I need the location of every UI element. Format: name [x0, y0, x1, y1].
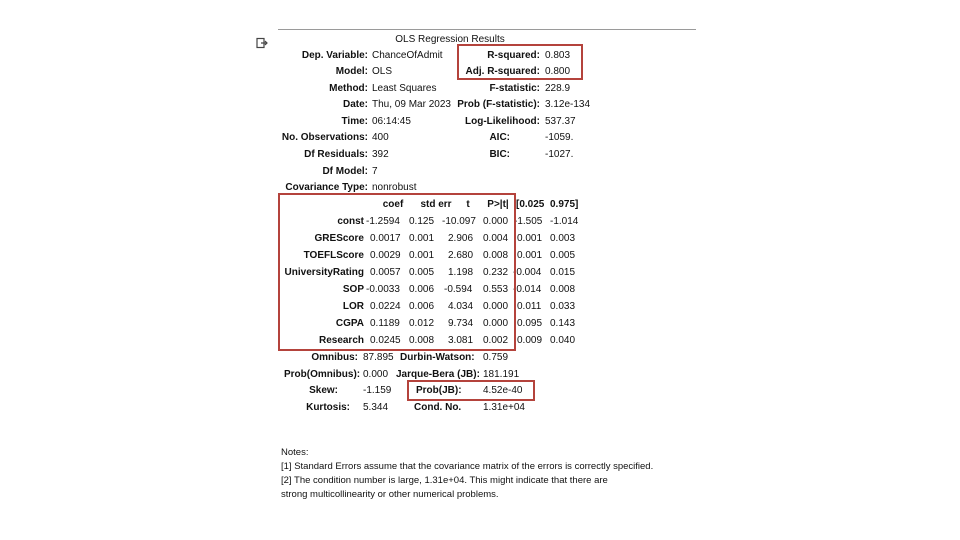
results-title: OLS Regression Results: [395, 34, 505, 45]
cell-t: 2.906: [448, 233, 474, 244]
cell-coef: 0.0057: [370, 267, 401, 278]
cell-coef: 0.0017: [370, 233, 401, 244]
df-model-value: 7: [372, 166, 378, 177]
cell-std-err: 0.001: [409, 250, 435, 261]
cell-ci-low: -0.004: [513, 267, 542, 278]
cell-coef: -0.0033: [366, 284, 400, 295]
cell-ci-high: 0.033: [550, 301, 576, 312]
cell-t: 4.034: [448, 301, 474, 312]
header-p-value: P>|t|: [487, 199, 509, 210]
cell-p: 0.002: [483, 335, 509, 346]
cell-t: -0.594: [444, 284, 473, 295]
r-squared-highlight-box: [457, 44, 583, 80]
dep-variable-label: Dep. Variable:: [301, 50, 368, 61]
dep-variable-value: ChanceOfAdmit: [372, 50, 443, 61]
cell-std-err: 0.125: [409, 216, 435, 227]
method-label: Method:: [329, 83, 368, 94]
cell-p: 0.000: [483, 318, 509, 329]
cell-t: 3.081: [448, 335, 474, 346]
cell-ci-high: 0.008: [550, 284, 576, 295]
jarque-bera-value: 181.191: [483, 369, 520, 380]
cell-coef: 0.1189: [370, 318, 400, 329]
bic-label: BIC:: [489, 149, 510, 160]
notes-line: [2] The condition number is large, 1.31e+04. This might indicate that there are: [281, 475, 608, 486]
date-value: Thu, 09 Mar 2023: [372, 99, 451, 110]
r-squared-value: 0.803: [545, 50, 571, 61]
row-name: CGPA: [335, 318, 364, 329]
r-squared-label: R-squared:: [487, 50, 540, 61]
prob-jb-highlight-box: [407, 380, 535, 401]
cell-coef: 0.0029: [370, 250, 401, 261]
cell-t: 9.734: [448, 318, 474, 329]
cell-ci-high: -1.014: [550, 216, 579, 227]
kurtosis-value: 5.344: [363, 402, 389, 413]
time-label: Time:: [341, 116, 368, 127]
cell-p: 0.232: [483, 267, 509, 278]
cell-t: 2.680: [448, 250, 474, 261]
cell-std-err: 0.001: [409, 233, 435, 244]
cell-ci-low: 0.009: [517, 335, 543, 346]
cell-p: 0.008: [483, 250, 509, 261]
aic-label: AIC:: [489, 132, 510, 143]
notes-heading: Notes:: [281, 447, 309, 458]
f-statistic-value: 228.9: [545, 83, 571, 94]
bic-value: -1027.: [545, 149, 574, 160]
cond-no-value: 1.31e+04: [483, 402, 525, 413]
time-value: 06:14:45: [372, 116, 411, 127]
cell-ci-low: 0.001: [517, 233, 543, 244]
output-icon[interactable]: [256, 37, 268, 49]
df-residuals-value: 392: [372, 149, 389, 160]
cell-t: 1.198: [448, 267, 474, 278]
row-name: GREScore: [314, 233, 364, 244]
method-value: Least Squares: [372, 83, 437, 94]
cell-ci-high: 0.003: [550, 233, 576, 244]
log-likelihood-value: 537.37: [545, 116, 576, 127]
cell-std-err: 0.006: [409, 301, 435, 312]
row-name: UniversityRating: [284, 267, 364, 278]
cell-ci-low: 0.001: [517, 250, 543, 261]
cell-coef: -1.2594: [366, 216, 400, 227]
header-ci-high: 0.975]: [550, 199, 579, 210]
cell-std-err: 0.005: [409, 267, 435, 278]
model-label: Model:: [335, 66, 368, 77]
prob-f-statistic-label: Prob (F-statistic):: [457, 99, 540, 110]
row-name: Research: [318, 335, 364, 346]
prob-jb-value: 4.52e-40: [483, 385, 523, 396]
prob-jb-label: Prob(JB):: [416, 385, 462, 396]
df-model-label: Df Model:: [322, 166, 368, 177]
header-ci-low: [0.025: [516, 199, 545, 210]
header-coef: coef: [382, 199, 404, 210]
cell-p: 0.000: [483, 301, 509, 312]
log-likelihood-label: Log-Likelihood:: [465, 116, 540, 127]
prob-f-statistic-value: 3.12e-134: [545, 99, 591, 110]
cell-ci-low: -0.014: [513, 284, 542, 295]
cell-ci-high: 0.005: [550, 250, 576, 261]
cell-ci-low: 0.095: [517, 318, 543, 329]
cell-std-err: 0.008: [409, 335, 435, 346]
row-name: const: [337, 216, 364, 227]
cell-t: -10.097: [442, 216, 476, 227]
model-value: OLS: [372, 66, 393, 77]
jarque-bera-label: Jarque-Bera (JB):: [396, 369, 480, 380]
f-statistic-label: F-statistic:: [489, 83, 540, 94]
skew-label: Skew:: [309, 385, 338, 396]
cell-std-err: 0.006: [409, 284, 435, 295]
no-observations-label: No. Observations:: [281, 132, 368, 143]
notes: [281, 446, 653, 502]
header-t: t: [466, 199, 470, 210]
cell-p: 0.000: [483, 216, 509, 227]
cond-no-label: Cond. No.: [414, 402, 462, 413]
header-std-err: std err: [420, 199, 452, 210]
cell-ci-low: -1.505: [514, 216, 543, 227]
covariance-type-label: Covariance Type:: [285, 182, 368, 193]
no-observations-value: 400: [372, 132, 389, 143]
cell-ci-low: 0.011: [517, 301, 542, 312]
cell-coef: 0.0245: [370, 335, 401, 346]
cell-std-err: 0.012: [409, 318, 435, 329]
aic-value: -1059.: [545, 132, 574, 143]
cell-ci-high: 0.015: [550, 267, 576, 278]
adj-r-squared-value: 0.800: [545, 66, 571, 77]
skew-value: -1.159: [363, 385, 392, 396]
cell-p: 0.553: [483, 284, 509, 295]
omnibus-label: Omnibus:: [311, 352, 358, 363]
adj-r-squared-label: Adj. R-squared:: [465, 66, 540, 77]
kurtosis-label: Kurtosis:: [306, 402, 350, 413]
durbin-watson-value: 0.759: [483, 352, 509, 363]
prob-omnibus-label: Prob(Omnibus):: [284, 369, 361, 380]
omnibus-value: 87.895: [363, 352, 394, 363]
notes-line: [1] Standard Errors assume that the covariance matrix of the errors is correctly specified.: [281, 461, 654, 472]
df-residuals-label: Df Residuals:: [304, 149, 368, 160]
date-label: Date:: [342, 99, 368, 110]
cell-coef: 0.0224: [370, 301, 401, 312]
coefficients-highlight-box: [278, 193, 516, 351]
cell-p: 0.004: [483, 233, 509, 244]
row-name: LOR: [342, 301, 364, 312]
row-name: TOEFLScore: [303, 250, 364, 261]
row-name: SOP: [342, 284, 364, 295]
cell-divider: [278, 29, 696, 30]
covariance-type-value: nonrobust: [372, 182, 417, 193]
cell-ci-high: 0.040: [550, 335, 576, 346]
prob-omnibus-value: 0.000: [363, 369, 389, 380]
notes-line: strong multicollinearity or other numerical problems.: [281, 489, 499, 500]
cell-ci-high: 0.143: [550, 318, 576, 329]
durbin-watson-label: Durbin-Watson:: [400, 352, 475, 363]
